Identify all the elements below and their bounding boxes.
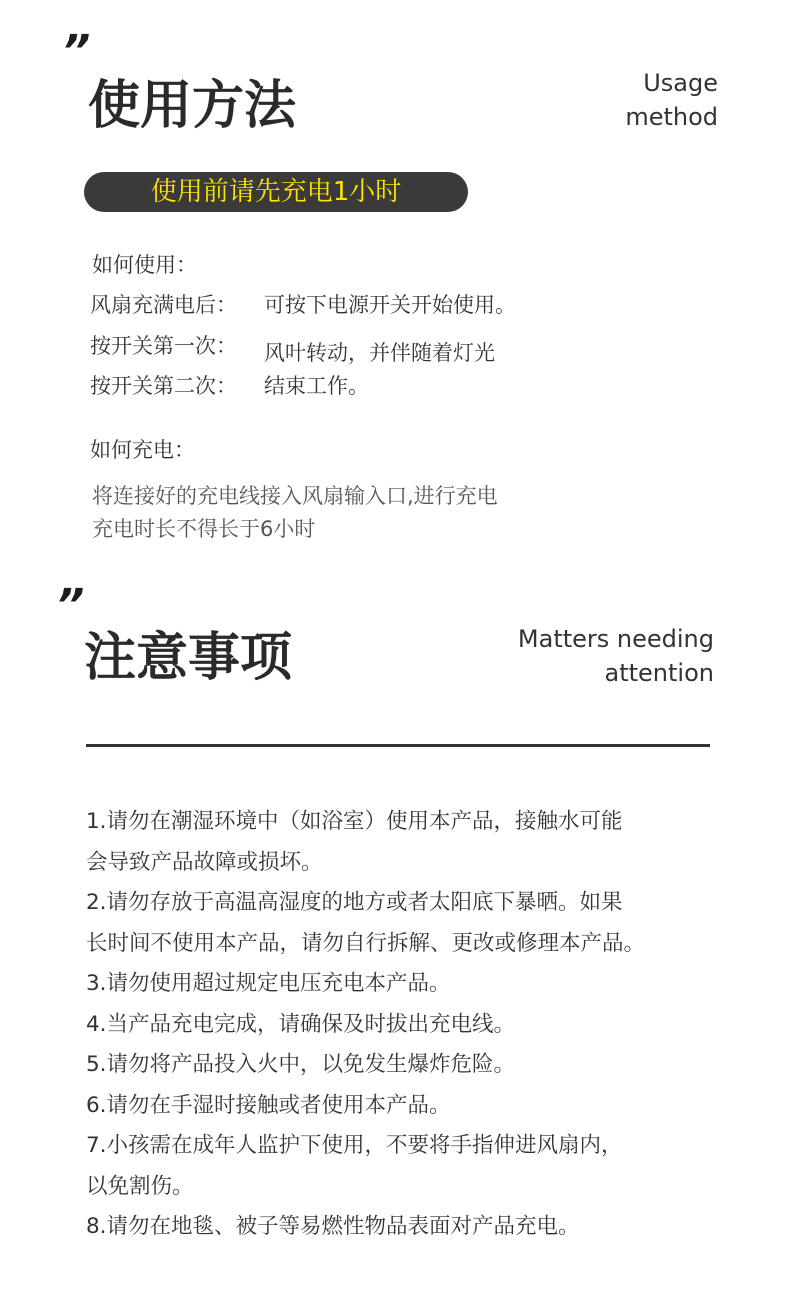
usage-english-title bbox=[625, 66, 718, 134]
section-divider bbox=[86, 744, 710, 747]
attention-note-line: 会导致产品故障或损坏。 bbox=[86, 849, 323, 875]
usage-english-title-line1: Usage bbox=[643, 69, 718, 97]
usage-row-value-1: 可按下电源开关开始使用。 bbox=[264, 293, 516, 317]
attention-note-line: 以免割伤。 bbox=[86, 1173, 194, 1199]
attention-note-line: 3.请勿使用超过规定电压充电本产品。 bbox=[86, 971, 451, 996]
usage-english-title-line2: method bbox=[625, 103, 718, 131]
attention-note-line: 2.请勿存放于高温高湿度的地方或者太阳底下暴晒。如果 bbox=[86, 890, 623, 915]
attention-note-line: 5.请勿将产品投入火中，以免发生爆炸危险。 bbox=[86, 1052, 516, 1077]
attention-note-line: 长时间不使用本产品，请勿自行拆解、更改或修理本产品。 bbox=[86, 930, 646, 956]
attention-english-title-line1: Matters needing bbox=[517, 625, 714, 653]
attention-section-title: 注意事项 bbox=[84, 628, 293, 688]
usage-row-value-3: 结束工作。 bbox=[264, 374, 369, 398]
usage-row-label-3: 按开关第二次： bbox=[90, 374, 237, 398]
attention-note-line: 8.请勿在地毯、被子等易燃性物品表面对产品充电。 bbox=[86, 1214, 580, 1239]
usage-row-label-2: 按开关第一次： bbox=[90, 334, 237, 358]
attention-note-line: 1.请勿在潮湿环境中（如浴室）使用本产品，接触水可能 bbox=[86, 809, 623, 834]
how-to-use-heading: 如何使用： bbox=[92, 253, 197, 277]
how-to-charge-heading: 如何充电： bbox=[90, 438, 195, 462]
charge-first-badge: 使用前请先充电1小时 bbox=[84, 172, 468, 212]
quote-mark-icon: ” bbox=[62, 26, 89, 77]
attention-notes-list bbox=[86, 802, 736, 1248]
attention-english-title bbox=[518, 622, 714, 690]
usage-section-title: 使用方法 bbox=[88, 76, 297, 136]
attention-note-line: 6.请勿在手湿时接触或者使用本产品。 bbox=[86, 1092, 451, 1118]
attention-note-line: 7.小孩需在成年人监护下使用，不要将手指伸进风扇内， bbox=[86, 1133, 623, 1158]
usage-row-label-1: 风扇充满电后： bbox=[90, 293, 237, 317]
attention-note-line: 4.当产品充电完成，请确保及时拔出充电线。 bbox=[86, 1011, 516, 1037]
usage-row-value-2: 风叶转动，并伴随着灯光 bbox=[264, 341, 495, 365]
attention-english-title-line2: attention bbox=[604, 659, 714, 687]
charge-instruction-line-1: 将连接好的充电线接入风扇输入口,进行充电 bbox=[92, 484, 498, 508]
quote-mark-icon: ” bbox=[56, 580, 83, 631]
charge-instruction-line-2: 充电时长不得长于6小时 bbox=[92, 517, 316, 541]
